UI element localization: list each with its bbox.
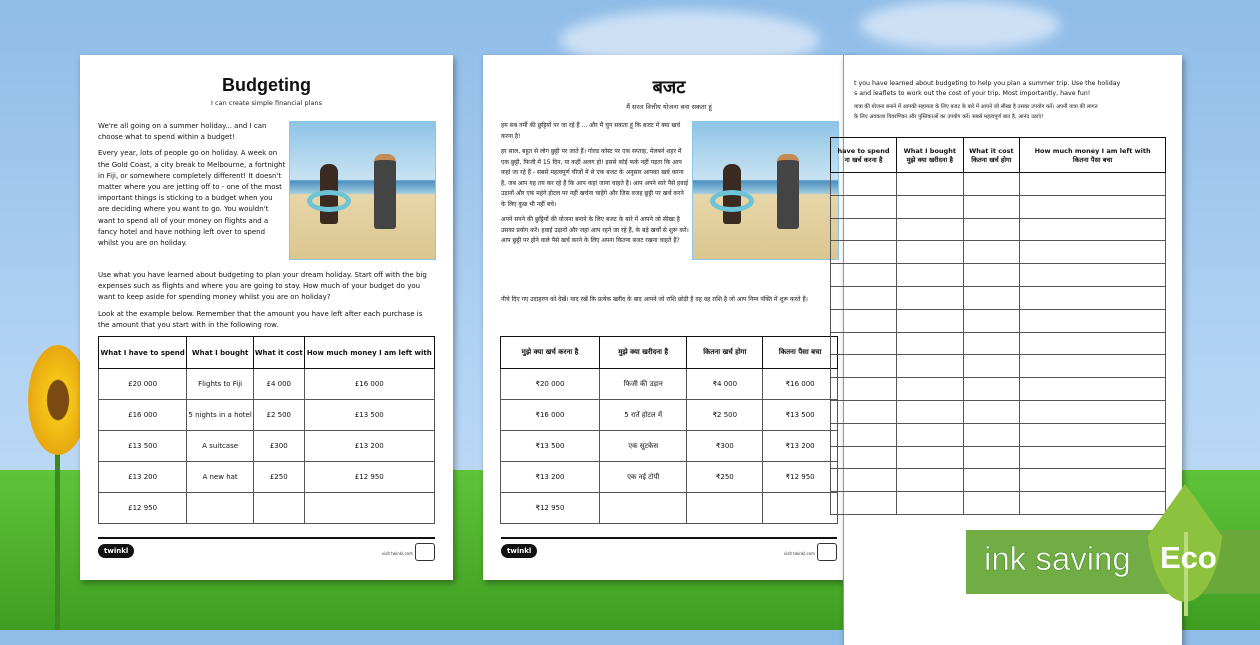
instruction-line: के लिए अवकाश विवरणिका और पुस्तिकाओं का उपयोग करें। सबसे महत्वपूर्ण बात है, आनंद उठाएं!: [854, 114, 1044, 120]
table-cell: ₹13 500: [763, 400, 838, 431]
beach-illustration: [692, 121, 839, 260]
beach-illustration: [289, 121, 436, 260]
table-row: [99, 462, 435, 493]
column-header: What I have to spend: [99, 337, 187, 369]
blank-budget-table: [830, 137, 1166, 515]
paragraph: हर साल, बहुत से लोग छुट्टी पर जाते हैं। गोल्ड कोस्ट पर एक सप्ताह, मेलबर्न शहर में एक छुट्टी, फिजी में 15 दिन, या कहीं अलग हो! इससे कोई फर्क नहीं पड़ता कि आप कहां जा रहे हैं - सबसे महत्वपूर्ण चीजों में से एक बजट के अनुसार आपका खर्च करना है, जब आप यह तय कर रहे हैं कि आप कहां जाना चाहते हैं। आप अपने सारे पैसे हवाई उड़ानों और एक महंगे होटल पर नहीं खर्चना चाहेंगे और जिस वजह छुट्टी पर खर्च करने के लिए कुछ भी नहीं बचे।: [501, 148, 689, 208]
table-header-row: [99, 337, 435, 369]
blank-cell[interactable]: [831, 241, 897, 264]
table-row: [831, 492, 1166, 515]
blank-cell[interactable]: [1020, 309, 1166, 332]
table-row: [831, 400, 1166, 423]
blank-cell[interactable]: [831, 469, 897, 492]
worksheet-english: [80, 55, 453, 580]
paragraph: We're all going on a summer holiday... and I can choose what to spend within a budget!: [98, 122, 267, 142]
column-header: What I bought मुझे क्या खरीदना है: [897, 138, 964, 173]
table-cell: £12 950: [99, 493, 187, 524]
footer-url: visit twinkl.com: [783, 551, 815, 556]
blank-cell[interactable]: [897, 492, 964, 515]
quality-badge-icon: [415, 543, 435, 561]
table-cell: [687, 493, 763, 524]
table-row: [831, 173, 1166, 196]
blank-cell[interactable]: [831, 400, 897, 423]
footer-rule: [501, 537, 837, 539]
table-cell: ₹20 000: [501, 369, 600, 400]
table-cell: ₹16 000: [763, 369, 838, 400]
column-header: कितना पैसा बचा: [763, 337, 838, 369]
table-cell: £16 000: [304, 369, 434, 400]
table-cell: ₹12 950: [501, 493, 600, 524]
blank-cell[interactable]: [1020, 264, 1166, 287]
blank-cell[interactable]: [897, 195, 964, 218]
worksheet-hindi: [483, 55, 855, 580]
table-row: [831, 332, 1166, 355]
blank-cell[interactable]: [831, 378, 897, 401]
table-cell: £16 000: [99, 400, 187, 431]
column-header: What it cost कितना खर्च होगा: [963, 138, 1020, 173]
table-cell: ₹16 000: [501, 400, 600, 431]
table-row: [831, 286, 1166, 309]
blank-cell[interactable]: [831, 423, 897, 446]
table-cell: £13 200: [304, 431, 434, 462]
table-row: [831, 195, 1166, 218]
blank-cell[interactable]: [963, 286, 1020, 309]
blank-cell[interactable]: [897, 332, 964, 355]
table-cell: एक सूटकेस: [599, 431, 686, 462]
table-cell: £2 500: [253, 400, 304, 431]
paragraph: अपने सपने की छुट्टियों की योजना बनाने के लिए बजट के बारे में आपने जो सीखा है उसका प्रयोग करें। हवाई उड़ानों और जहां आप रहने जा रहे हैं, के बड़े खर्चों से शुरू करें। आप छुट्टी पर होने वाले पैसे खर्च करने के लिए अपना कितना बजट रखना चाहते हैं?: [501, 216, 689, 244]
blank-cell[interactable]: [1020, 218, 1166, 241]
table-cell: ₹250: [687, 462, 763, 493]
blank-cell[interactable]: [963, 309, 1020, 332]
ink-saving-label: ink saving: [984, 540, 1131, 577]
blank-cell[interactable]: [1020, 400, 1166, 423]
table-cell: [599, 493, 686, 524]
blank-cell[interactable]: [897, 241, 964, 264]
blank-cell[interactable]: [897, 423, 964, 446]
table-cell: £250: [253, 462, 304, 493]
table-cell: £300: [253, 431, 304, 462]
page-title: बजट: [652, 77, 686, 97]
table-row: [831, 241, 1166, 264]
column-header: मुझे क्या खरीदना है: [599, 337, 686, 369]
instruction-line: s and leaflets to work out the cost of your trip. Most importantly, have fun!: [854, 90, 1091, 97]
table-cell: Flights to Fiji: [187, 369, 254, 400]
blank-cell[interactable]: [831, 309, 897, 332]
table-cell: [253, 493, 304, 524]
table-cell: एक नई टोपी: [599, 462, 686, 493]
blank-cell[interactable]: [963, 218, 1020, 241]
blank-cell[interactable]: [963, 469, 1020, 492]
blank-cell[interactable]: [897, 378, 964, 401]
blank-cell[interactable]: [1020, 241, 1166, 264]
column-header: What I bought: [187, 337, 254, 369]
table-cell: £13 200: [99, 462, 187, 493]
blank-cell[interactable]: [897, 218, 964, 241]
blank-cell[interactable]: [963, 264, 1020, 287]
page-subtitle: मैं सरल वित्तीय योजना बना सकता हूं: [626, 103, 712, 111]
blank-cell[interactable]: [831, 492, 897, 515]
table-row: [99, 493, 435, 524]
column-header: How much money I am left with: [304, 337, 434, 369]
table-cell: फिजी की उड़ान: [599, 369, 686, 400]
table-row: [831, 446, 1166, 469]
blank-cell[interactable]: [963, 446, 1020, 469]
table-cell: ₹13 200: [763, 431, 838, 462]
blank-cell[interactable]: [897, 355, 964, 378]
table-row: [501, 431, 838, 462]
budget-table: [500, 336, 838, 524]
footer-url: visit twinkl.com: [381, 551, 413, 556]
blank-cell[interactable]: [1020, 378, 1166, 401]
table-row: [831, 218, 1166, 241]
table-cell: A suitcase: [187, 431, 254, 462]
table-cell: £13 500: [99, 431, 187, 462]
blank-cell[interactable]: [1020, 332, 1166, 355]
blank-cell[interactable]: [831, 332, 897, 355]
blank-cell[interactable]: [897, 264, 964, 287]
paragraph: नीचे दिए गए उदाहरण को देखें। याद रखें कि प्रत्येक खरीद के बाद आपने जो राशि छोड़ी है वह वह राशि है जो आप निम्न पंक्ति में शुरू करते हैं।: [501, 296, 808, 303]
table-cell: £4 000: [253, 369, 304, 400]
table-header-row: [501, 337, 838, 369]
twinkl-logo: twinkl: [501, 544, 537, 558]
twinkl-logo: twinkl: [98, 544, 134, 558]
blank-cell[interactable]: [1020, 446, 1166, 469]
table-cell: ₹13 500: [501, 431, 600, 462]
blank-cell[interactable]: [897, 173, 964, 196]
table-row: [831, 309, 1166, 332]
table-cell: ₹13 200: [501, 462, 600, 493]
table-cell: ₹12 950: [763, 462, 838, 493]
table-cell: 5 रातें होटल में: [599, 400, 686, 431]
blank-cell[interactable]: [963, 492, 1020, 515]
page-title: Budgeting: [222, 75, 311, 95]
table-row: [831, 355, 1166, 378]
blank-cell[interactable]: [1020, 492, 1166, 515]
table-header-row: [831, 138, 1166, 173]
blank-cell[interactable]: [897, 309, 964, 332]
blank-cell[interactable]: [897, 469, 964, 492]
blank-cell[interactable]: [1020, 286, 1166, 309]
table-cell: ₹2 500: [687, 400, 763, 431]
table-cell: [763, 493, 838, 524]
paragraph: हम सब गर्मी की छुट्टियों पर जा रहे हैं ... और मैं चुन सकता हूं कि बजट में क्या खर्च करना है!: [501, 122, 681, 140]
budget-table: [98, 336, 435, 524]
blank-cell[interactable]: [963, 378, 1020, 401]
column-header: कितना खर्च होगा: [687, 337, 763, 369]
blank-cell[interactable]: [963, 195, 1020, 218]
table-row: [831, 423, 1166, 446]
table-row: [501, 493, 838, 524]
blank-cell[interactable]: [963, 423, 1020, 446]
blank-cell[interactable]: [963, 400, 1020, 423]
blank-cell[interactable]: [1020, 173, 1166, 196]
blank-cell[interactable]: [831, 446, 897, 469]
column-header: What it cost: [253, 337, 304, 369]
table-cell: [187, 493, 254, 524]
table-row: [831, 378, 1166, 401]
footer-rule: [98, 537, 435, 539]
blank-cell[interactable]: [831, 264, 897, 287]
table-row: [501, 369, 838, 400]
column-header: have to spend ना खर्च करना है: [831, 138, 897, 173]
table-row: [99, 431, 435, 462]
blank-cell[interactable]: [963, 241, 1020, 264]
blank-cell[interactable]: [831, 218, 897, 241]
column-header: मुझे क्या खर्च करना है: [501, 337, 600, 369]
table-row: [501, 400, 838, 431]
blank-cell[interactable]: [831, 173, 897, 196]
blank-cell[interactable]: [1020, 423, 1166, 446]
blank-cell[interactable]: [1020, 355, 1166, 378]
instruction-line: यात्रा की योजना बनाने में आपकी सहायता के लिए बजट के बारे में आपने जो सीखा है उसका उपयोग करें। अपनी यात्रा की लागत: [854, 104, 1098, 110]
table-cell: A new hat: [187, 462, 254, 493]
quality-badge-icon: [817, 543, 837, 561]
table-cell: £20 000: [99, 369, 187, 400]
blank-cell[interactable]: [963, 355, 1020, 378]
table-row: [831, 469, 1166, 492]
table-row: [501, 462, 838, 493]
paragraph: Use what you have learned about budgeting to plan your dream holiday. Start off with the big expenses such as flights and where you are going to stay. How much of your budget do you want to keep aside for spending money whilst you are on holiday?: [98, 271, 427, 302]
paragraph: Look at the example below. Remember that the amount you have left after each purchase is the amount that you start with in the following row.: [98, 309, 423, 329]
blank-cell[interactable]: [831, 195, 897, 218]
table-cell: 5 nights in a hotel: [187, 400, 254, 431]
blank-cell[interactable]: [897, 400, 964, 423]
table-row: [99, 400, 435, 431]
blank-cell[interactable]: [831, 286, 897, 309]
table-row: [831, 264, 1166, 287]
blank-cell[interactable]: [1020, 195, 1166, 218]
blank-cell[interactable]: [963, 332, 1020, 355]
table-cell: £12 950: [304, 462, 434, 493]
table-cell: ₹4 000: [687, 369, 763, 400]
cloud: [860, 0, 1060, 50]
blank-cell[interactable]: [963, 173, 1020, 196]
blank-cell[interactable]: [831, 355, 897, 378]
table-cell: ₹300: [687, 431, 763, 462]
blank-cell[interactable]: [897, 446, 964, 469]
paragraph: Every year, lots of people go on holiday. A week on the Gold Coast, a city break to Melbourne, a fortnight in Fiji, or somewhere completely different! It doesn't matter where you are jetting off to - one of the most important things is sticking to a budget when you are deciding where you want to go. You wouldn't want to spend all of your money on flights and a fancy hotel and have nothing left over to spend whilst you are on holiday.: [98, 149, 286, 248]
table-row: [99, 369, 435, 400]
column-header: How much money I am left with कितना पैसा बचा: [1020, 138, 1166, 173]
eco-label: Eco: [1160, 540, 1217, 575]
blank-cell[interactable]: [897, 286, 964, 309]
instruction-line: t you have learned about budgeting to help you plan a summer trip. Use the holiday: [854, 80, 1121, 87]
page-subtitle: I can create simple financial plans: [211, 99, 322, 107]
blank-cell[interactable]: [1020, 469, 1166, 492]
table-cell: [304, 493, 434, 524]
table-cell: £13 500: [304, 400, 434, 431]
